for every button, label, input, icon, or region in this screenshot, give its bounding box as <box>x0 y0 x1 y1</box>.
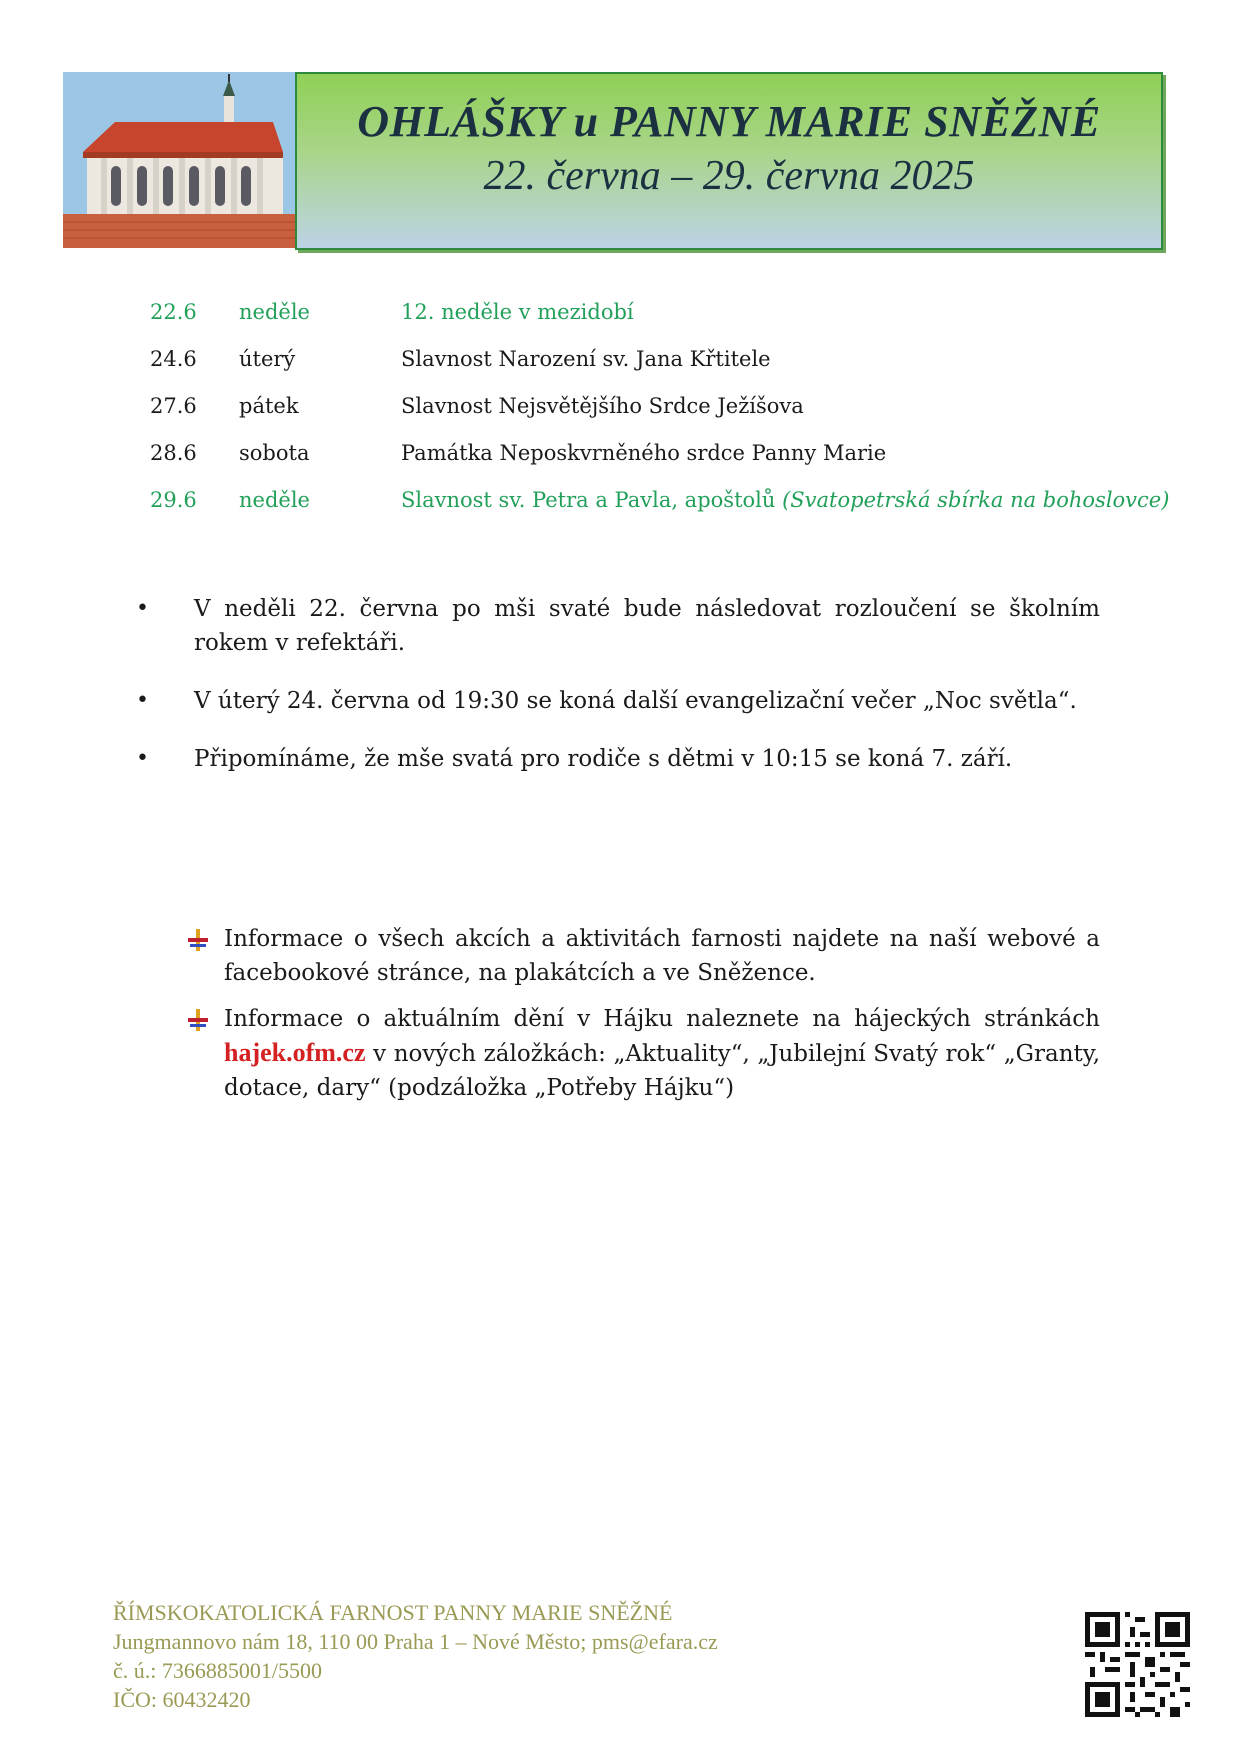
calendar-date: 27.6 <box>150 394 197 418</box>
calendar-row <box>150 488 1200 535</box>
calendar-event: Památka Neposkvrněného srdce Panny Marie <box>401 441 887 465</box>
announcement-text: Připomínáme, že mše svatá pro rodiče s dětmi v 10:15 se koná 7. září. <box>194 746 1013 772</box>
footer <box>113 1598 718 1714</box>
cross-marker-icon <box>188 1009 208 1031</box>
calendar-event-title: Slavnost sv. Petra a Pavla, apoštolů <box>401 488 776 512</box>
calendar-event: 12. neděle v mezidobí <box>401 300 634 324</box>
bullet-icon: • <box>136 688 149 713</box>
announcement-item <box>136 742 1100 776</box>
hajek-link[interactable]: hajek.ofm.cz <box>224 1038 366 1067</box>
bank-account: č. ú.: 7366885001/5500 <box>113 1658 322 1683</box>
calendar-day: neděle <box>239 488 310 512</box>
header-banner <box>295 72 1163 250</box>
announcements-list <box>136 592 1100 800</box>
church-photo <box>63 72 295 248</box>
date-range: 22. června – 29. června 2025 <box>483 153 975 199</box>
info-text: Informace o všech akcích a aktivitách farnosti najdete na naší webové a facebookové stránce, na plakátcích a ve Sněžence. <box>224 926 1100 986</box>
calendar-date: 29.6 <box>150 488 197 512</box>
calendar-day: pátek <box>239 394 299 418</box>
page-title: OHLÁŠKY u PANNY MARIE SNĚŽNÉ <box>357 97 1101 146</box>
info-text-continued: v nových záložkách: „Aktuality“, „Jubilejní Svatý rok“ „Granty, dotace, dary“ (podzáložka „Potřeby Hájku“) <box>224 1041 1100 1101</box>
info-list <box>188 922 1100 1117</box>
parish-name: ŘÍMSKOKATOLICKÁ FARNOST PANNY MARIE SNĚŽNÉ <box>113 1600 673 1625</box>
qr-code-icon <box>1085 1612 1190 1717</box>
calendar-event <box>401 488 1169 512</box>
parish-address: Jungmannovo nám 18, 110 00 Praha 1 – Nové Město; pms@efara.cz <box>113 1629 718 1654</box>
calendar-row <box>150 300 1200 347</box>
calendar-event-note: (Svatopetrská sbírka na bohoslovce) <box>782 488 1170 512</box>
calendar-row <box>150 394 1200 441</box>
announcement-item <box>136 592 1100 660</box>
calendar-event: Slavnost Narození sv. Jana Křtitele <box>401 347 771 371</box>
info-item <box>188 1002 1100 1105</box>
calendar-event: Slavnost Nejsvětějšího Srdce Ježíšova <box>401 394 804 418</box>
announcement-text: V neděli 22. června po mši svaté bude následovat rozloučení se školním rokem v refektáři. <box>194 596 1100 656</box>
cross-marker-icon <box>188 929 208 951</box>
calendar-date: 24.6 <box>150 347 197 371</box>
liturgical-calendar <box>150 300 1200 535</box>
calendar-date: 22.6 <box>150 300 197 324</box>
info-item <box>188 922 1100 990</box>
calendar-day: neděle <box>239 300 310 324</box>
announcement-item <box>136 684 1100 718</box>
bullet-icon: • <box>136 596 149 621</box>
info-text: Informace o aktuálním dění v Hájku naleznete na hájeckých stránkách <box>224 1006 1100 1032</box>
bullet-icon: • <box>136 746 149 771</box>
calendar-day: sobota <box>239 441 310 465</box>
company-id: IČO: 60432420 <box>113 1687 251 1712</box>
calendar-row <box>150 347 1200 394</box>
announcement-text: V úterý 24. června od 19:30 se koná další evangelizační večer „Noc světla“. <box>194 688 1077 714</box>
calendar-date: 28.6 <box>150 441 197 465</box>
calendar-day: úterý <box>239 347 296 371</box>
calendar-row <box>150 441 1200 488</box>
